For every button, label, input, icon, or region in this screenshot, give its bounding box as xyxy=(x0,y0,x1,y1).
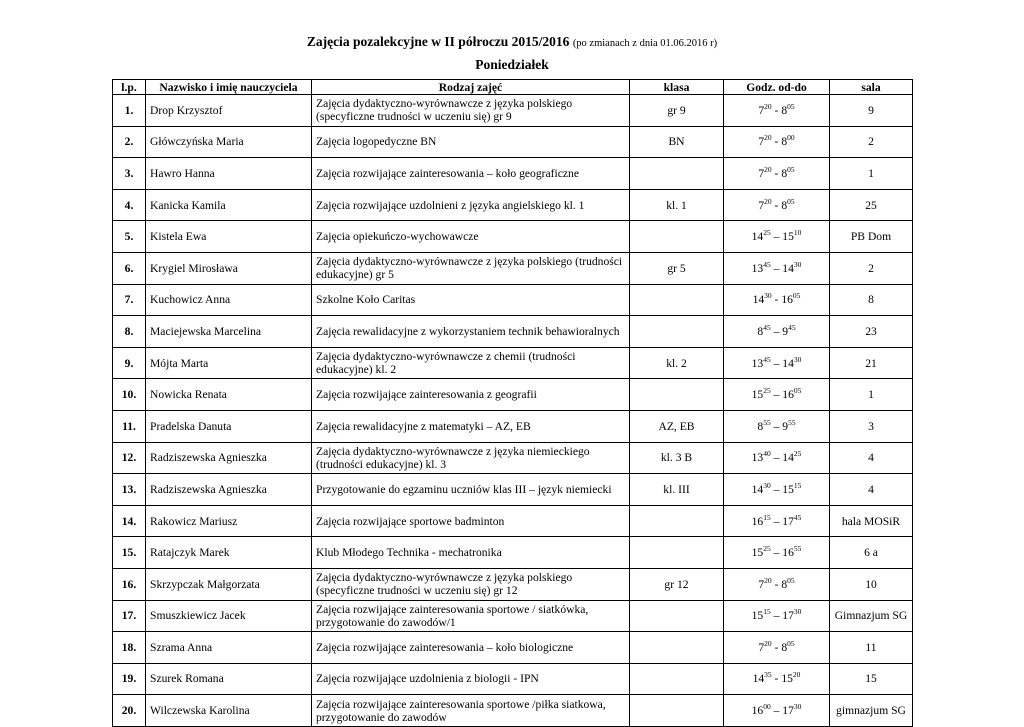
row-number: 11. xyxy=(113,410,146,442)
row-number: 14. xyxy=(113,505,146,537)
room: 3 xyxy=(830,410,913,442)
title-note: (po zmianach z dnia 01.06.2016 r) xyxy=(572,38,718,49)
end-minute: 10 xyxy=(793,228,802,238)
activity-name: Zajęcia rewalidacyjne z matematyki – AZ, EB xyxy=(312,410,630,442)
teacher-name: Szurek Romana xyxy=(146,663,312,695)
end-minute: 15 xyxy=(793,481,802,491)
time-separator: - xyxy=(771,166,782,180)
class-group xyxy=(630,632,724,664)
row-number: 2. xyxy=(113,126,146,158)
start-minute: 45 xyxy=(763,259,771,269)
time-range xyxy=(724,189,830,221)
end-hour: 15 xyxy=(782,482,794,496)
start-minute: 55 xyxy=(763,417,771,427)
room: 10 xyxy=(830,568,913,600)
room: Gimnazjum SG xyxy=(830,600,913,632)
start-hour: 14 xyxy=(751,482,764,496)
time-separator: – xyxy=(770,419,783,433)
teacher-name: Radziszewska Agnieszka xyxy=(146,474,312,506)
room: 8 xyxy=(830,284,913,316)
document-title xyxy=(0,34,1024,50)
header-activity: Rodzaj zajęć xyxy=(312,80,630,95)
activity-name: Zajęcia rozwijające zainteresowania sportowe / siatkówka, przygotowanie do zawodów/1 xyxy=(312,600,630,632)
class-group xyxy=(630,284,724,316)
activity-name: Zajęcia dydaktyczno-wyrównawcze z języka polskiego (specyficzne trudności w uczeniu się) gr 9 xyxy=(312,95,630,127)
schedule-table xyxy=(112,79,913,727)
time-separator: – xyxy=(770,609,783,623)
table-row xyxy=(113,158,913,190)
teacher-name: Mójta Marta xyxy=(146,347,312,379)
row-number: 9. xyxy=(113,347,146,379)
end-minute: 05 xyxy=(787,575,795,585)
end-minute: 30 xyxy=(793,607,802,617)
activity-name: Zajęcia rozwijające zainteresowania – koło geograficzne xyxy=(312,158,630,190)
time-range xyxy=(724,442,830,474)
table-row xyxy=(113,221,913,253)
row-number: 16. xyxy=(113,568,146,600)
activity-name: Zajęcia rozwijające sportowe badminton xyxy=(312,505,630,537)
time-range xyxy=(724,158,830,190)
time-separator: – xyxy=(770,388,783,402)
room: 11 xyxy=(830,632,913,664)
teacher-name: Skrzypczak Małgorzata xyxy=(146,568,312,600)
row-number: 15. xyxy=(113,537,146,569)
room: 4 xyxy=(830,442,913,474)
end-hour: 17 xyxy=(782,609,794,623)
end-minute: 20 xyxy=(792,670,801,680)
table-body xyxy=(113,95,913,727)
end-minute: 05 xyxy=(787,639,795,649)
time-range xyxy=(724,410,830,442)
end-minute: 55 xyxy=(793,544,802,554)
activity-name: Szkolne Koło Caritas xyxy=(312,284,630,316)
class-group: BN xyxy=(630,126,724,158)
activity-name: Przygotowanie do egzaminu uczniów klas III – język niemiecki xyxy=(312,474,630,506)
class-group: gr 5 xyxy=(630,252,724,284)
table-row xyxy=(113,347,913,379)
teacher-name: Szrama Anna xyxy=(146,632,312,664)
teacher-name: Główczyńska Maria xyxy=(146,126,312,158)
room: 4 xyxy=(830,474,913,506)
table-row xyxy=(113,316,913,348)
table-row xyxy=(113,284,913,316)
row-number: 1. xyxy=(113,95,146,127)
class-group: kl. III xyxy=(630,474,724,506)
start-minute: 00 xyxy=(763,702,771,712)
activity-name: Klub Młodego Technika - mechatronika xyxy=(312,537,630,569)
end-minute: 05 xyxy=(792,291,801,301)
header-lp: l.p. xyxy=(113,80,146,95)
teacher-name: Maciejewska Marcelina xyxy=(146,316,312,348)
end-hour: 17 xyxy=(782,514,794,528)
teacher-name: Nowicka Renata xyxy=(146,379,312,411)
activity-name: Zajęcia rewalidacyjne z wykorzystaniem technik behawioralnych xyxy=(312,316,630,348)
end-hour: 16 xyxy=(782,388,794,402)
end-hour: 8 xyxy=(781,640,788,654)
header-class: klasa xyxy=(630,80,724,95)
room: 25 xyxy=(830,189,913,221)
row-number: 20. xyxy=(113,695,146,727)
room: 2 xyxy=(830,126,913,158)
end-hour: 14 xyxy=(782,261,794,275)
end-minute: 45 xyxy=(793,512,802,522)
time-separator: – xyxy=(770,230,783,244)
time-range xyxy=(724,474,830,506)
end-hour: 8 xyxy=(781,135,788,149)
start-hour: 16 xyxy=(751,514,764,528)
end-minute: 05 xyxy=(793,386,802,396)
table-row xyxy=(113,126,913,158)
teacher-name: Ratajczyk Marek xyxy=(146,537,312,569)
class-group xyxy=(630,537,724,569)
time-separator: – xyxy=(770,356,783,370)
class-group xyxy=(630,695,724,727)
time-range xyxy=(724,316,830,348)
start-minute: 25 xyxy=(763,228,771,238)
teacher-name: Hawro Hanna xyxy=(146,158,312,190)
end-hour: 16 xyxy=(781,293,793,307)
row-number: 8. xyxy=(113,316,146,348)
end-minute: 25 xyxy=(793,449,802,459)
time-separator: – xyxy=(770,514,783,528)
class-group: gr 9 xyxy=(630,95,724,127)
teacher-name: Krygiel Mirosława xyxy=(146,252,312,284)
end-hour: 16 xyxy=(782,546,794,560)
end-minute: 45 xyxy=(788,323,796,333)
room: 9 xyxy=(830,95,913,127)
class-group: kl. 3 B xyxy=(630,442,724,474)
end-minute: 05 xyxy=(787,165,795,175)
room: 23 xyxy=(830,316,913,348)
start-minute: 20 xyxy=(764,101,772,111)
start-hour: 7 xyxy=(758,198,765,212)
start-hour: 7 xyxy=(758,166,765,180)
teacher-name: Smuszkiewicz Jacek xyxy=(146,600,312,632)
start-minute: 35 xyxy=(764,670,772,680)
start-hour: 7 xyxy=(758,103,765,117)
table-row xyxy=(113,189,913,221)
time-range xyxy=(724,126,830,158)
time-range xyxy=(724,221,830,253)
time-range xyxy=(724,284,830,316)
end-hour: 14 xyxy=(782,451,794,465)
end-hour: 15 xyxy=(782,230,794,244)
end-minute: 05 xyxy=(787,196,795,206)
time-range xyxy=(724,537,830,569)
start-minute: 20 xyxy=(764,133,772,143)
teacher-name: Kistela Ewa xyxy=(146,221,312,253)
teacher-name: Pradelska Danuta xyxy=(146,410,312,442)
start-hour: 15 xyxy=(751,388,764,402)
table-row xyxy=(113,410,913,442)
time-range xyxy=(724,632,830,664)
start-hour: 15 xyxy=(751,546,764,560)
room: 2 xyxy=(830,252,913,284)
table-row xyxy=(113,442,913,474)
time-separator: – xyxy=(770,704,783,718)
room: 1 xyxy=(830,379,913,411)
end-minute: 55 xyxy=(788,417,796,427)
end-minute: 30 xyxy=(793,354,802,364)
activity-name: Zajęcia dydaktyczno-wyrównawcze z języka polskiego (specyficzne trudności w uczeniu się) gr 12 xyxy=(312,568,630,600)
start-minute: 20 xyxy=(764,165,772,175)
time-separator: – xyxy=(770,451,783,465)
class-group xyxy=(630,221,724,253)
time-range xyxy=(724,505,830,537)
time-separator: - xyxy=(771,577,782,591)
class-group xyxy=(630,316,724,348)
activity-name: Zajęcia rozwijające zainteresowania z geografii xyxy=(312,379,630,411)
row-number: 18. xyxy=(113,632,146,664)
start-minute: 45 xyxy=(763,323,771,333)
time-range xyxy=(724,663,830,695)
start-hour: 14 xyxy=(752,293,765,307)
time-separator: - xyxy=(771,672,782,686)
end-hour: 9 xyxy=(782,324,789,338)
start-minute: 25 xyxy=(763,386,771,396)
table-row xyxy=(113,505,913,537)
table-row xyxy=(113,695,913,727)
room: 21 xyxy=(830,347,913,379)
end-hour: 14 xyxy=(782,356,794,370)
class-group xyxy=(630,505,724,537)
teacher-name: Kuchowicz Anna xyxy=(146,284,312,316)
row-number: 4. xyxy=(113,189,146,221)
row-number: 19. xyxy=(113,663,146,695)
table-row xyxy=(113,632,913,664)
activity-name: Zajęcia dydaktyczno-wyrównawcze z języka polskiego (trudności edukacyjne) gr 5 xyxy=(312,252,630,284)
activity-name: Zajęcia rozwijające zainteresowania – koło biologiczne xyxy=(312,632,630,664)
start-minute: 20 xyxy=(764,575,772,585)
table-row xyxy=(113,474,913,506)
activity-name: Zajęcia dydaktyczno-wyrównawcze z chemii (trudności edukacyjne) kl. 2 xyxy=(312,347,630,379)
start-hour: 13 xyxy=(751,356,764,370)
row-number: 10. xyxy=(113,379,146,411)
room: 6 a xyxy=(830,537,913,569)
row-number: 3. xyxy=(113,158,146,190)
time-separator: – xyxy=(770,324,783,338)
table-row xyxy=(113,95,913,127)
table-row xyxy=(113,663,913,695)
activity-name: Zajęcia opiekuńczo-wychowawcze xyxy=(312,221,630,253)
end-hour: 15 xyxy=(781,672,793,686)
time-range xyxy=(724,695,830,727)
start-hour: 16 xyxy=(751,704,764,718)
time-separator: – xyxy=(770,261,783,275)
time-separator: – xyxy=(770,482,783,496)
end-hour: 8 xyxy=(781,166,788,180)
start-minute: 30 xyxy=(763,481,771,491)
room: 15 xyxy=(830,663,913,695)
time-separator: - xyxy=(771,293,782,307)
class-group: gr 12 xyxy=(630,568,724,600)
activity-name: Zajęcia rozwijające zainteresowania sportowe /piłka siatkowa, przygotowanie do zawodów xyxy=(312,695,630,727)
start-hour: 14 xyxy=(752,672,765,686)
start-minute: 40 xyxy=(763,449,771,459)
title-text: Zajęcia pozalekcyjne w II półroczu 2015/2016 xyxy=(306,34,570,49)
table-row xyxy=(113,379,913,411)
time-separator: – xyxy=(770,546,783,560)
activity-name: Zajęcia logopedyczne BN xyxy=(312,126,630,158)
start-hour: 13 xyxy=(751,261,764,275)
time-separator: - xyxy=(771,135,782,149)
table-header-row xyxy=(113,80,913,95)
time-range xyxy=(724,252,830,284)
row-number: 7. xyxy=(113,284,146,316)
end-hour: 8 xyxy=(781,198,788,212)
start-minute: 25 xyxy=(763,544,771,554)
time-range xyxy=(724,95,830,127)
table-row xyxy=(113,600,913,632)
header-hours: Godz. od-do xyxy=(724,80,830,95)
table-row xyxy=(113,252,913,284)
start-hour: 13 xyxy=(751,451,764,465)
start-hour: 8 xyxy=(757,324,764,338)
start-minute: 15 xyxy=(763,607,771,617)
room: 1 xyxy=(830,158,913,190)
end-hour: 17 xyxy=(782,704,794,718)
start-minute: 30 xyxy=(764,291,772,301)
row-number: 12. xyxy=(113,442,146,474)
start-minute: 20 xyxy=(764,196,772,206)
end-hour: 8 xyxy=(781,577,788,591)
start-hour: 7 xyxy=(758,577,765,591)
class-group xyxy=(630,379,724,411)
activity-name: Zajęcia rozwijające uzdolnieni z języka angielskiego kl. 1 xyxy=(312,189,630,221)
activity-name: Zajęcia dydaktyczno-wyrównawcze z języka niemieckiego (trudności edukacyjne) kl. 3 xyxy=(312,442,630,474)
time-range xyxy=(724,379,830,411)
start-hour: 14 xyxy=(751,230,764,244)
start-minute: 15 xyxy=(763,512,771,522)
class-group: kl. 1 xyxy=(630,189,724,221)
class-group xyxy=(630,158,724,190)
end-hour: 9 xyxy=(782,419,789,433)
class-group: AZ, EB xyxy=(630,410,724,442)
row-number: 5. xyxy=(113,221,146,253)
time-separator: - xyxy=(771,198,782,212)
end-minute: 30 xyxy=(793,259,802,269)
start-minute: 20 xyxy=(764,639,772,649)
teacher-name: Kanicka Kamila xyxy=(146,189,312,221)
end-minute: 05 xyxy=(787,101,795,111)
class-group xyxy=(630,663,724,695)
table-row xyxy=(113,568,913,600)
row-number: 13. xyxy=(113,474,146,506)
row-number: 6. xyxy=(113,252,146,284)
table-row xyxy=(113,537,913,569)
time-separator: - xyxy=(771,103,782,117)
teacher-name: Radziszewska Agnieszka xyxy=(146,442,312,474)
room: PB Dom xyxy=(830,221,913,253)
class-group: kl. 2 xyxy=(630,347,724,379)
start-hour: 15 xyxy=(751,609,764,623)
time-separator: - xyxy=(771,640,782,654)
header-room: sala xyxy=(830,80,913,95)
time-range xyxy=(724,568,830,600)
end-minute: 00 xyxy=(787,133,795,143)
room: gimnazjum SG xyxy=(830,695,913,727)
activity-name: Zajęcia rozwijające uzdolnienia z biologii - IPN xyxy=(312,663,630,695)
teacher-name: Drop Krzysztof xyxy=(146,95,312,127)
start-hour: 7 xyxy=(758,135,765,149)
start-minute: 45 xyxy=(763,354,771,364)
end-minute: 30 xyxy=(793,702,802,712)
header-teacher: Nazwisko i imię nauczyciela xyxy=(146,80,312,95)
start-hour: 8 xyxy=(757,419,764,433)
day-heading: Poniedziałek xyxy=(475,57,549,72)
end-hour: 8 xyxy=(781,103,788,117)
start-hour: 7 xyxy=(758,640,765,654)
teacher-name: Wilczewska Karolina xyxy=(146,695,312,727)
room: hala MOSiR xyxy=(830,505,913,537)
teacher-name: Rakowicz Mariusz xyxy=(146,505,312,537)
time-range xyxy=(724,347,830,379)
class-group xyxy=(630,600,724,632)
time-range xyxy=(724,600,830,632)
row-number: 17. xyxy=(113,600,146,632)
